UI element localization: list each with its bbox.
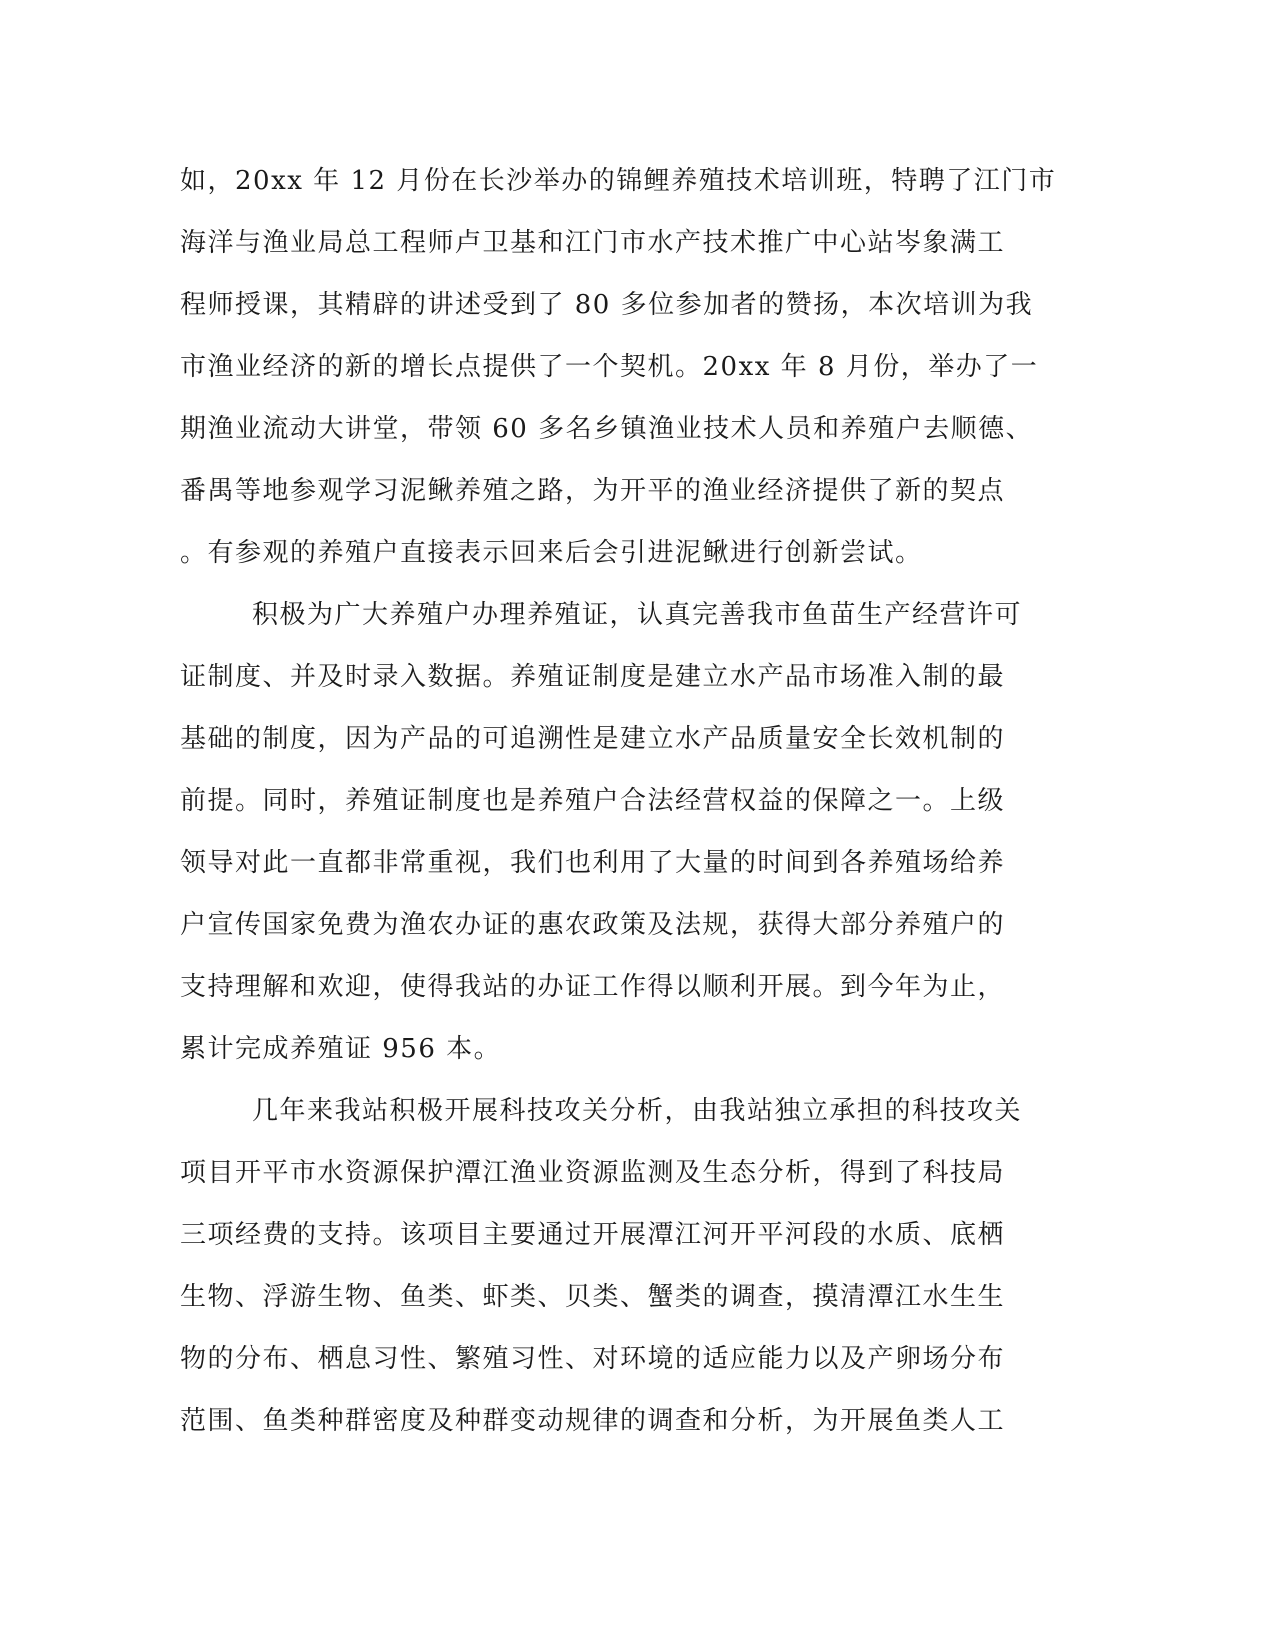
document-body <box>180 150 1060 1452</box>
paragraph-2-line-8: 累计完成养殖证 956 本。 <box>180 1034 502 1064</box>
paragraph-3-line-3: 三项经费的支持。该项目主要通过开展潭江河开平河段的水质、底栖 <box>180 1220 1006 1250</box>
paragraph-2-line-1: 积极为广大养殖户办理养殖证，认真完善我市鱼苗生产经营许可 <box>252 600 1023 630</box>
paragraph-1-line-6: 番禺等地参观学习泥鳅养殖之路，为开平的渔业经济提供了新的契点 <box>180 476 1006 506</box>
paragraph-2-line-4: 前提。同时，养殖证制度也是养殖户合法经营权益的保障之一。上级 <box>180 786 1006 816</box>
paragraph-1-line-7: 。有参观的养殖户直接表示回来后会引进泥鳅进行创新尝试。 <box>180 538 923 568</box>
paragraph-1-line-1: 如，20xx 年 12 月份在长沙举办的锦鲤养殖技术培训班，特聘了江门市 <box>180 166 1057 196</box>
paragraph-2-line-7: 支持理解和欢迎，使得我站的办证工作得以顺利开展。到今年为止， <box>180 972 1006 1002</box>
paragraph-3-line-5: 物的分布、栖息习性、繁殖习性、对环境的适应能力以及产卵场分布 <box>180 1344 1006 1374</box>
paragraph-2-line-3: 基础的制度，因为产品的可追溯性是建立水产品质量安全长效机制的 <box>180 724 1006 754</box>
paragraph-2-line-2: 证制度、并及时录入数据。养殖证制度是建立水产品市场准入制的最 <box>180 662 1006 692</box>
paragraph-1-line-4: 市渔业经济的新的增长点提供了一个契机。20xx 年 8 月份，举办了一 <box>180 352 1039 382</box>
paragraph-2-line-5: 领导对此一直都非常重视，我们也利用了大量的时间到各养殖场给养 <box>180 848 1006 878</box>
paragraph-3-line-1: 几年来我站积极开展科技攻关分析，由我站独立承担的科技攻关 <box>252 1096 1023 1126</box>
paragraph-1-line-5: 期渔业流动大讲堂，带领 60 多名乡镇渔业技术人员和养殖户去顺德、 <box>180 414 1034 444</box>
paragraph-1-line-2: 海洋与渔业局总工程师卢卫基和江门市水产技术推广中心站岑象满工 <box>180 228 1006 258</box>
paragraph-3-line-6: 范围、鱼类种群密度及种群变动规律的调查和分析，为开展鱼类人工 <box>180 1406 1006 1436</box>
paragraph-3-line-4: 生物、浮游生物、鱼类、虾类、贝类、蟹类的调查，摸清潭江水生生 <box>180 1282 1006 1312</box>
paragraph-1-line-3: 程师授课，其精辟的讲述受到了 80 多位参加者的赞扬，本次培训为我 <box>180 290 1034 320</box>
paragraph-3-line-2: 项目开平市水资源保护潭江渔业资源监测及生态分析，得到了科技局 <box>180 1158 1006 1188</box>
paragraph-2-line-6: 户宣传国家免费为渔农办证的惠农政策及法规，获得大部分养殖户的 <box>180 910 1006 940</box>
